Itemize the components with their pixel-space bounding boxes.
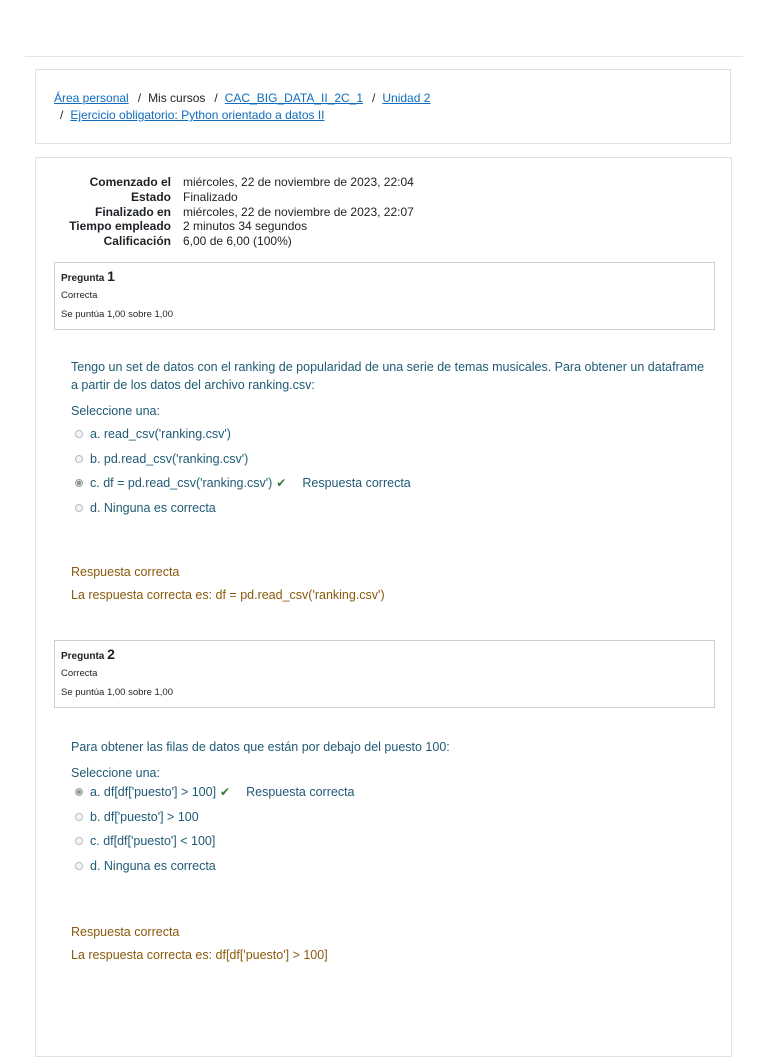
question-text: Tengo un set de datos con el ranking de popularidad de una serie de temas musicales. Para obtener un dataframe a partir de los datos del archivo ranking.csv: (71, 360, 705, 392)
question-text: Para obtener las filas de datos que están por debajo del puesto 100: (71, 740, 450, 754)
answer-label: d. Ninguna es correcta (90, 858, 216, 873)
question-1-title (61, 267, 708, 288)
header-divider (25, 56, 743, 57)
question-1-feedback (71, 564, 385, 610)
question-title-prefix: Pregunta (61, 651, 105, 662)
question-2-info (54, 640, 715, 708)
question-grade: Se puntúa 1,00 sobre 1,00 (61, 687, 173, 698)
summary-label: Estado (130, 189, 171, 204)
answer-label: a. df[df['puesto'] > 100] (90, 785, 217, 800)
question-number: 2 (107, 646, 115, 662)
answer-option-d[interactable] (71, 854, 711, 879)
answer-label: b. df['puesto'] > 100 (90, 809, 199, 824)
answer-option-a[interactable] (71, 780, 711, 805)
summary-row-time-taken (36, 219, 414, 234)
radio-icon[interactable] (75, 813, 83, 821)
breadcrumb-item-mis-cursos: Mis cursos (148, 91, 206, 105)
breadcrumb (35, 69, 731, 144)
summary-value: 6,00 de 6,00 (100%) (183, 234, 292, 249)
answer-option-a[interactable] (71, 422, 711, 447)
breadcrumb-item-current-quiz[interactable]: Ejercicio obligatorio: Python orientado a datos II (70, 108, 325, 122)
check-icon: ✔ (220, 785, 231, 800)
question-2-content (71, 738, 711, 878)
breadcrumb-item-area-personal[interactable]: Área personal (54, 91, 129, 105)
answer-option-c[interactable] (71, 829, 711, 854)
answer-prompt: Seleccione una: (71, 766, 160, 780)
summary-row-state (36, 190, 414, 205)
radio-icon[interactable] (75, 430, 83, 438)
question-number: 1 (107, 268, 115, 284)
radio-icon[interactable] (75, 862, 83, 870)
radio-icon[interactable] (75, 455, 83, 463)
feedback-title: Respuesta correcta (71, 925, 180, 939)
question-1-info (54, 262, 715, 330)
summary-row-finished (36, 205, 414, 220)
correct-answer-tag: Respuesta correcta (302, 476, 411, 491)
feedback-right-answer: La respuesta correcta es: df = pd.read_csv('ranking.csv') (71, 588, 385, 602)
breadcrumb-separator: / (137, 91, 142, 105)
attempt-summary-table (36, 175, 414, 249)
breadcrumb-separator: / (214, 91, 218, 105)
answer-label: a. read_csv('ranking.csv') (90, 427, 231, 442)
question-2-title (61, 645, 708, 666)
feedback-title: Respuesta correcta (71, 565, 180, 579)
question-grade: Se puntúa 1,00 sobre 1,00 (61, 309, 173, 320)
question-state: Correcta (61, 668, 98, 679)
breadcrumb-separator: / (60, 108, 64, 122)
breadcrumb-item-course[interactable]: CAC_BIG_DATA_II_2C_1 (224, 91, 364, 105)
answer-list (71, 422, 711, 520)
answer-option-b[interactable] (71, 447, 711, 472)
summary-row-started (36, 175, 414, 190)
summary-value: miércoles, 22 de noviembre de 2023, 22:04 (183, 175, 414, 189)
question-2-feedback (71, 924, 328, 970)
answer-label: c. df[df['puesto'] < 100] (90, 834, 216, 849)
question-state: Correcta (61, 290, 98, 301)
summary-label: Comenzado el (89, 175, 171, 189)
summary-label: Finalizado en (94, 204, 171, 219)
summary-label: Tiempo empleado (69, 219, 171, 234)
answer-option-d[interactable] (71, 496, 711, 521)
feedback-right-answer: La respuesta correcta es: df[df['puesto'] > 100] (71, 948, 328, 962)
summary-value: miércoles, 22 de noviembre de 2023, 22:07 (183, 204, 414, 219)
radio-icon[interactable] (75, 479, 83, 487)
answer-option-c[interactable] (71, 471, 711, 496)
summary-row-grade (36, 234, 414, 249)
radio-icon[interactable] (75, 504, 83, 512)
correct-answer-tag: Respuesta correcta (246, 785, 355, 800)
radio-icon[interactable] (75, 788, 83, 796)
breadcrumb-item-unit[interactable]: Unidad 2 (382, 91, 431, 105)
summary-value: Finalizado (183, 189, 238, 204)
answer-label: d. Ninguna es correcta (90, 500, 216, 515)
answer-label: b. pd.read_csv('ranking.csv') (90, 451, 249, 466)
answer-label: c. df = pd.read_csv('ranking.csv') (90, 476, 273, 491)
breadcrumb-separator: / (372, 91, 376, 105)
answer-prompt: Seleccione una: (71, 404, 160, 418)
answer-option-b[interactable] (71, 805, 711, 830)
radio-icon[interactable] (75, 837, 83, 845)
summary-value: 2 minutos 34 segundos (183, 219, 308, 234)
answer-list (71, 780, 711, 878)
question-1-content (71, 358, 711, 520)
summary-label: Calificación (103, 234, 171, 249)
check-icon: ✔ (276, 476, 287, 491)
question-title-prefix: Pregunta (61, 273, 105, 284)
quiz-review-region (35, 157, 732, 1057)
